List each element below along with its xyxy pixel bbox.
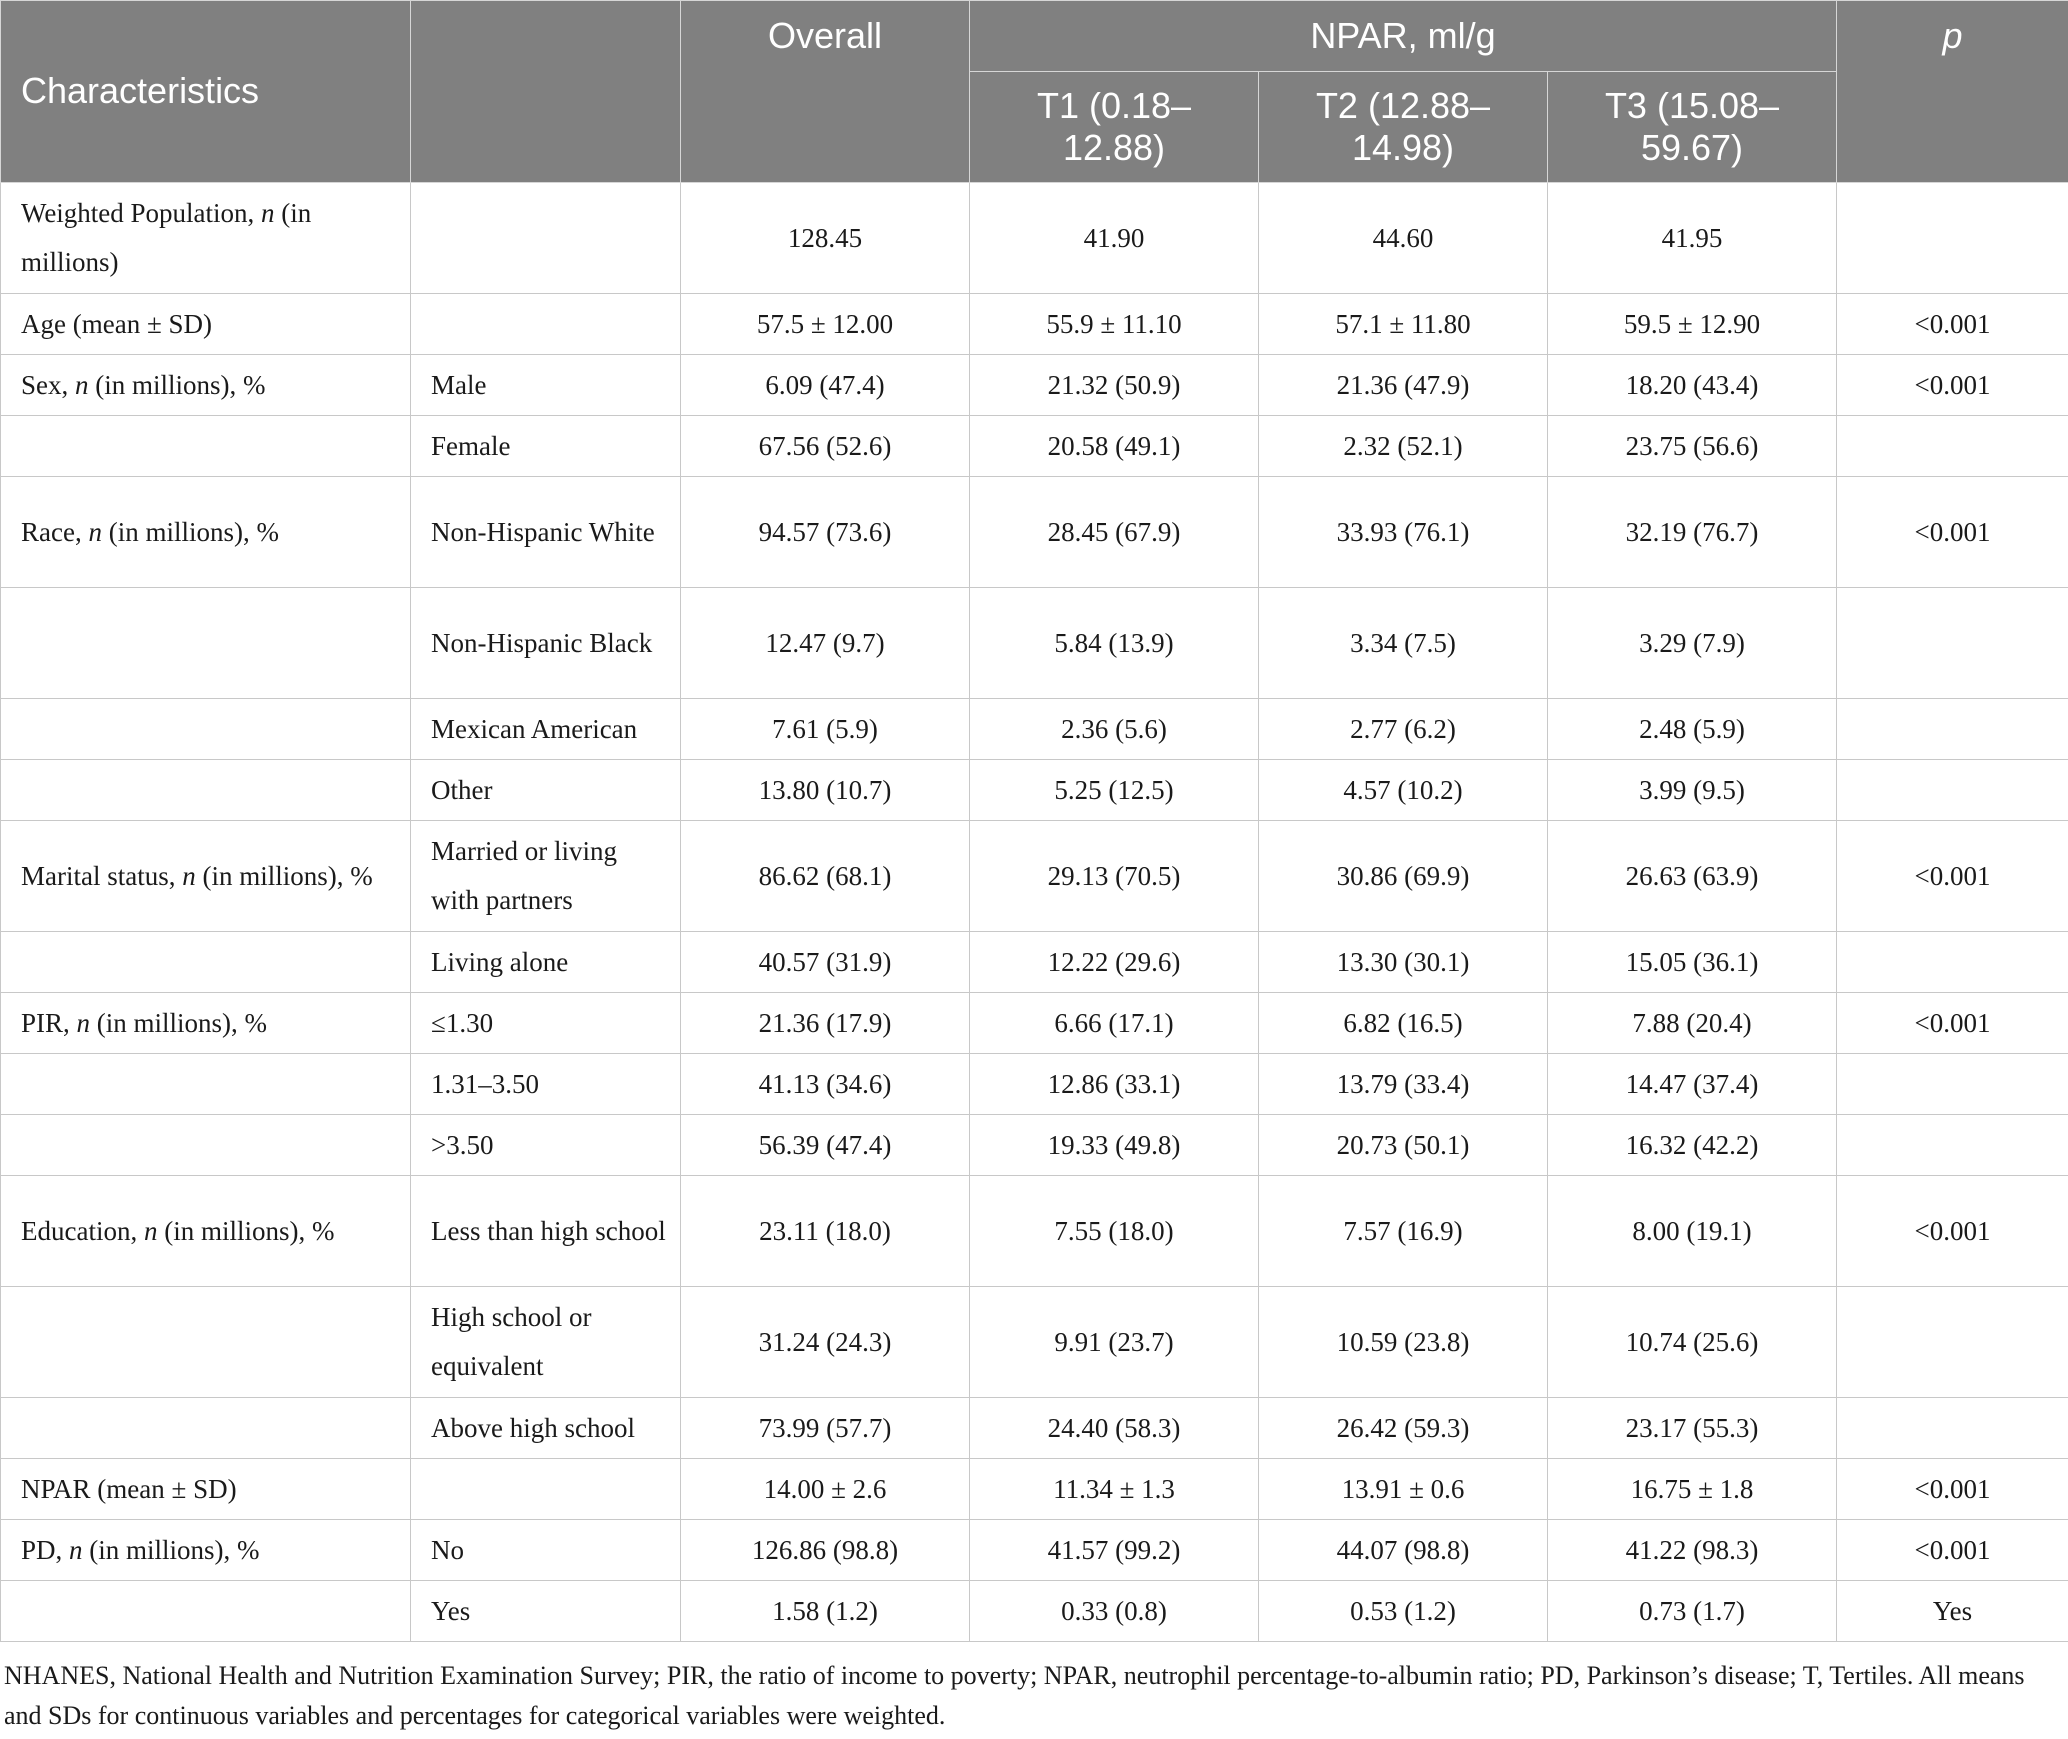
row-label	[1, 1115, 411, 1176]
cell-t1: 11.34 ± 1.3	[970, 1459, 1259, 1520]
cell-overall: 126.86 (98.8)	[681, 1520, 970, 1581]
row-label-suffix: (in millions), %	[90, 1007, 268, 1038]
cell-p: <0.001	[1837, 993, 2068, 1054]
row-label	[1, 588, 411, 699]
cell-t2: 2.32 (52.1)	[1259, 416, 1548, 477]
row-label-text: Marital status,	[21, 860, 183, 891]
row-label-text: Age (mean ± SD)	[21, 308, 213, 339]
row-label	[1, 1176, 411, 1287]
cell-p	[1837, 183, 2068, 294]
cell-overall: 40.57 (31.9)	[681, 932, 970, 993]
cell-p: <0.001	[1837, 477, 2068, 588]
row-label	[1, 1581, 411, 1642]
row-label-text: Education,	[21, 1215, 144, 1246]
table-row	[1, 294, 2068, 355]
row-label-italic-n: n	[88, 516, 102, 547]
row-label-italic-n: n	[182, 860, 196, 891]
table-body	[1, 183, 2068, 1642]
cell-overall: 128.45	[681, 183, 970, 294]
cell-overall: 41.13 (34.6)	[681, 1054, 970, 1115]
cell-t1: 19.33 (49.8)	[970, 1115, 1259, 1176]
table-row	[1, 1176, 2068, 1287]
cell-t2: 4.57 (10.2)	[1259, 760, 1548, 821]
table-row	[1, 1520, 2068, 1581]
cell-overall: 31.24 (24.3)	[681, 1287, 970, 1398]
header-t2: T2 (12.88– 14.98)	[1259, 72, 1548, 183]
table-row	[1, 821, 2068, 932]
row-subcategory: Male	[411, 355, 681, 416]
row-label-text: PD,	[21, 1534, 70, 1565]
table-row	[1, 1398, 2068, 1459]
table-footnote: NHANES, National Health and Nutrition Examination Survey; PIR, the ratio of income to poverty; NPAR, neutrophil percentage-to-albumin ratio; PD, Parkinson’s disease; T, Tertiles. All means and SDs for continuous variables and percentages for categorical variables were weighted.	[4, 1661, 2025, 1730]
row-subcategory: 1.31–3.50	[411, 1054, 681, 1115]
row-label-suffix: (in millions), %	[157, 1215, 335, 1246]
table-row	[1, 1459, 2068, 1520]
cell-p	[1837, 416, 2068, 477]
row-label-italic-n: n	[76, 1007, 91, 1038]
row-label	[1, 183, 411, 294]
row-subcategory	[411, 294, 681, 355]
cell-overall: 23.11 (18.0)	[681, 1176, 970, 1287]
row-label-text: Sex,	[21, 369, 75, 400]
cell-t1: 41.90	[970, 183, 1259, 294]
cell-t3: 3.99 (9.5)	[1548, 760, 1837, 821]
row-subcategory: Non-Hispanic White	[411, 477, 681, 588]
cell-p	[1837, 932, 2068, 993]
header-t1: T1 (0.18– 12.88)	[970, 72, 1259, 183]
row-subcategory: High school or equivalent	[411, 1287, 681, 1398]
cell-t3: 0.73 (1.7)	[1548, 1581, 1837, 1642]
cell-t1: 9.91 (23.7)	[970, 1287, 1259, 1398]
cell-t1: 6.66 (17.1)	[970, 993, 1259, 1054]
cell-t3: 15.05 (36.1)	[1548, 932, 1837, 993]
cell-p: <0.001	[1837, 1520, 2068, 1581]
row-label-italic-n: n	[75, 369, 89, 400]
cell-t3: 7.88 (20.4)	[1548, 993, 1837, 1054]
cell-t1: 55.9 ± 11.10	[970, 294, 1259, 355]
cell-p: <0.001	[1837, 821, 2068, 932]
cell-overall: 57.5 ± 12.00	[681, 294, 970, 355]
cell-t2: 33.93 (76.1)	[1259, 477, 1548, 588]
table-row	[1, 1287, 2068, 1398]
cell-t3: 41.22 (98.3)	[1548, 1520, 1837, 1581]
header-overall: Overall	[681, 1, 970, 183]
cell-t1: 29.13 (70.5)	[970, 821, 1259, 932]
row-label-italic-n: n	[261, 198, 275, 228]
table-row	[1, 355, 2068, 416]
cell-p	[1837, 760, 2068, 821]
cell-t2: 26.42 (59.3)	[1259, 1398, 1548, 1459]
cell-t1: 20.58 (49.1)	[970, 416, 1259, 477]
row-label	[1, 1459, 411, 1520]
cell-t2: 7.57 (16.9)	[1259, 1176, 1548, 1287]
row-subcategory	[411, 183, 681, 294]
cell-t1: 24.40 (58.3)	[970, 1398, 1259, 1459]
cell-p	[1837, 1054, 2068, 1115]
header-t3: T3 (15.08– 59.67)	[1548, 72, 1837, 183]
cell-t3: 8.00 (19.1)	[1548, 1176, 1837, 1287]
cell-t1: 0.33 (0.8)	[970, 1581, 1259, 1642]
cell-p: <0.001	[1837, 1459, 2068, 1520]
row-label-italic-n: n	[143, 1215, 158, 1246]
cell-p: Yes	[1837, 1581, 2068, 1642]
cell-overall: 56.39 (47.4)	[681, 1115, 970, 1176]
row-label	[1, 993, 411, 1054]
row-label	[1, 1520, 411, 1581]
cell-t2: 44.60	[1259, 183, 1548, 294]
cell-t1: 12.86 (33.1)	[970, 1054, 1259, 1115]
cell-p: <0.001	[1837, 355, 2068, 416]
cell-p	[1837, 1398, 2068, 1459]
cell-p	[1837, 1115, 2068, 1176]
row-label-text: NPAR (mean ± SD)	[21, 1473, 237, 1504]
row-label-suffix: (in millions), %	[101, 516, 279, 547]
table-row	[1, 183, 2068, 294]
row-subcategory: Non-Hispanic Black	[411, 588, 681, 699]
cell-t3: 26.63 (63.9)	[1548, 821, 1837, 932]
row-subcategory: Less than high school	[411, 1176, 681, 1287]
cell-t3: 23.75 (56.6)	[1548, 416, 1837, 477]
header-characteristics: Characteristics	[1, 1, 411, 183]
cell-overall: 12.47 (9.7)	[681, 588, 970, 699]
cell-t2: 57.1 ± 11.80	[1259, 294, 1548, 355]
row-subcategory: Mexican American	[411, 699, 681, 760]
table-row	[1, 588, 2068, 699]
cell-t3: 41.95	[1548, 183, 1837, 294]
row-subcategory: No	[411, 1520, 681, 1581]
cell-t3: 14.47 (37.4)	[1548, 1054, 1837, 1115]
cell-overall: 94.57 (73.6)	[681, 477, 970, 588]
cell-t3: 16.32 (42.2)	[1548, 1115, 1837, 1176]
row-subcategory: Other	[411, 760, 681, 821]
row-label	[1, 821, 411, 932]
cell-t3: 10.74 (25.6)	[1548, 1287, 1837, 1398]
cell-t3: 32.19 (76.7)	[1548, 477, 1837, 588]
cell-p: <0.001	[1837, 294, 2068, 355]
row-label	[1, 1398, 411, 1459]
table-row	[1, 1581, 2068, 1642]
row-subcategory: Above high school	[411, 1398, 681, 1459]
row-subcategory: >3.50	[411, 1115, 681, 1176]
header-npar-group: NPAR, ml/g	[970, 1, 1837, 72]
cell-t3: 3.29 (7.9)	[1548, 588, 1837, 699]
row-label-suffix: (in millions), %	[88, 369, 266, 400]
cell-t3: 59.5 ± 12.90	[1548, 294, 1837, 355]
cell-t2: 21.36 (47.9)	[1259, 355, 1548, 416]
cell-p: <0.001	[1837, 1176, 2068, 1287]
cell-overall: 21.36 (17.9)	[681, 993, 970, 1054]
row-label-text: PIR,	[21, 1007, 77, 1038]
cell-t2: 13.79 (33.4)	[1259, 1054, 1548, 1115]
cell-t1: 28.45 (67.9)	[970, 477, 1259, 588]
cell-t2: 30.86 (69.9)	[1259, 821, 1548, 932]
table-row	[1, 1115, 2068, 1176]
cell-t3: 16.75 ± 1.8	[1548, 1459, 1837, 1520]
row-label	[1, 477, 411, 588]
cell-overall: 6.09 (47.4)	[681, 355, 970, 416]
row-subcategory: ≤1.30	[411, 993, 681, 1054]
row-label-suffix: (in millions)	[21, 198, 312, 277]
cell-overall: 7.61 (5.9)	[681, 699, 970, 760]
cell-overall: 1.58 (1.2)	[681, 1581, 970, 1642]
row-label-text: Weighted Population,	[21, 198, 262, 228]
cell-t1: 41.57 (99.2)	[970, 1520, 1259, 1581]
row-subcategory: Yes	[411, 1581, 681, 1642]
row-label-italic-n: n	[69, 1534, 83, 1565]
table-row	[1, 932, 2068, 993]
table-row	[1, 993, 2068, 1054]
cell-t2: 10.59 (23.8)	[1259, 1287, 1548, 1398]
cell-t2: 13.30 (30.1)	[1259, 932, 1548, 993]
cell-t3: 23.17 (55.3)	[1548, 1398, 1837, 1459]
cell-t2: 3.34 (7.5)	[1259, 588, 1548, 699]
row-label	[1, 699, 411, 760]
cell-p	[1837, 1287, 2068, 1398]
row-label	[1, 294, 411, 355]
table-row	[1, 416, 2068, 477]
cell-t1: 12.22 (29.6)	[970, 932, 1259, 993]
row-label	[1, 760, 411, 821]
cell-t3: 2.48 (5.9)	[1548, 699, 1837, 760]
table-row	[1, 699, 2068, 760]
row-subcategory: Female	[411, 416, 681, 477]
cell-t2: 44.07 (98.8)	[1259, 1520, 1548, 1581]
row-label	[1, 355, 411, 416]
row-label	[1, 932, 411, 993]
header-subcategory	[411, 1, 681, 183]
row-label	[1, 1287, 411, 1398]
cell-t2: 6.82 (16.5)	[1259, 993, 1548, 1054]
cell-overall: 67.56 (52.6)	[681, 416, 970, 477]
cell-t1: 21.32 (50.9)	[970, 355, 1259, 416]
cell-t1: 2.36 (5.6)	[970, 699, 1259, 760]
row-subcategory: Married or living with partners	[411, 821, 681, 932]
row-subcategory	[411, 1459, 681, 1520]
cell-t1: 7.55 (18.0)	[970, 1176, 1259, 1287]
table-row	[1, 760, 2068, 821]
row-subcategory: Living alone	[411, 932, 681, 993]
table-header	[1, 1, 2068, 183]
cell-t1: 5.84 (13.9)	[970, 588, 1259, 699]
row-label	[1, 416, 411, 477]
row-label	[1, 1054, 411, 1115]
cell-t2: 20.73 (50.1)	[1259, 1115, 1548, 1176]
table-row	[1, 477, 2068, 588]
cell-t2: 0.53 (1.2)	[1259, 1581, 1548, 1642]
cell-t2: 2.77 (6.2)	[1259, 699, 1548, 760]
cell-t1: 5.25 (12.5)	[970, 760, 1259, 821]
cell-t2: 13.91 ± 0.6	[1259, 1459, 1548, 1520]
cell-overall: 86.62 (68.1)	[681, 821, 970, 932]
cell-p	[1837, 699, 2068, 760]
cell-overall: 13.80 (10.7)	[681, 760, 970, 821]
header-p: p	[1837, 1, 2068, 183]
cell-overall: 14.00 ± 2.6	[681, 1459, 970, 1520]
row-label-suffix: (in millions), %	[82, 1534, 260, 1565]
table-row	[1, 1054, 2068, 1115]
row-label-text: Race,	[21, 516, 89, 547]
cell-t3: 18.20 (43.4)	[1548, 355, 1837, 416]
cell-overall: 73.99 (57.7)	[681, 1398, 970, 1459]
row-label-suffix: (in millions), %	[195, 860, 373, 891]
cell-p	[1837, 588, 2068, 699]
